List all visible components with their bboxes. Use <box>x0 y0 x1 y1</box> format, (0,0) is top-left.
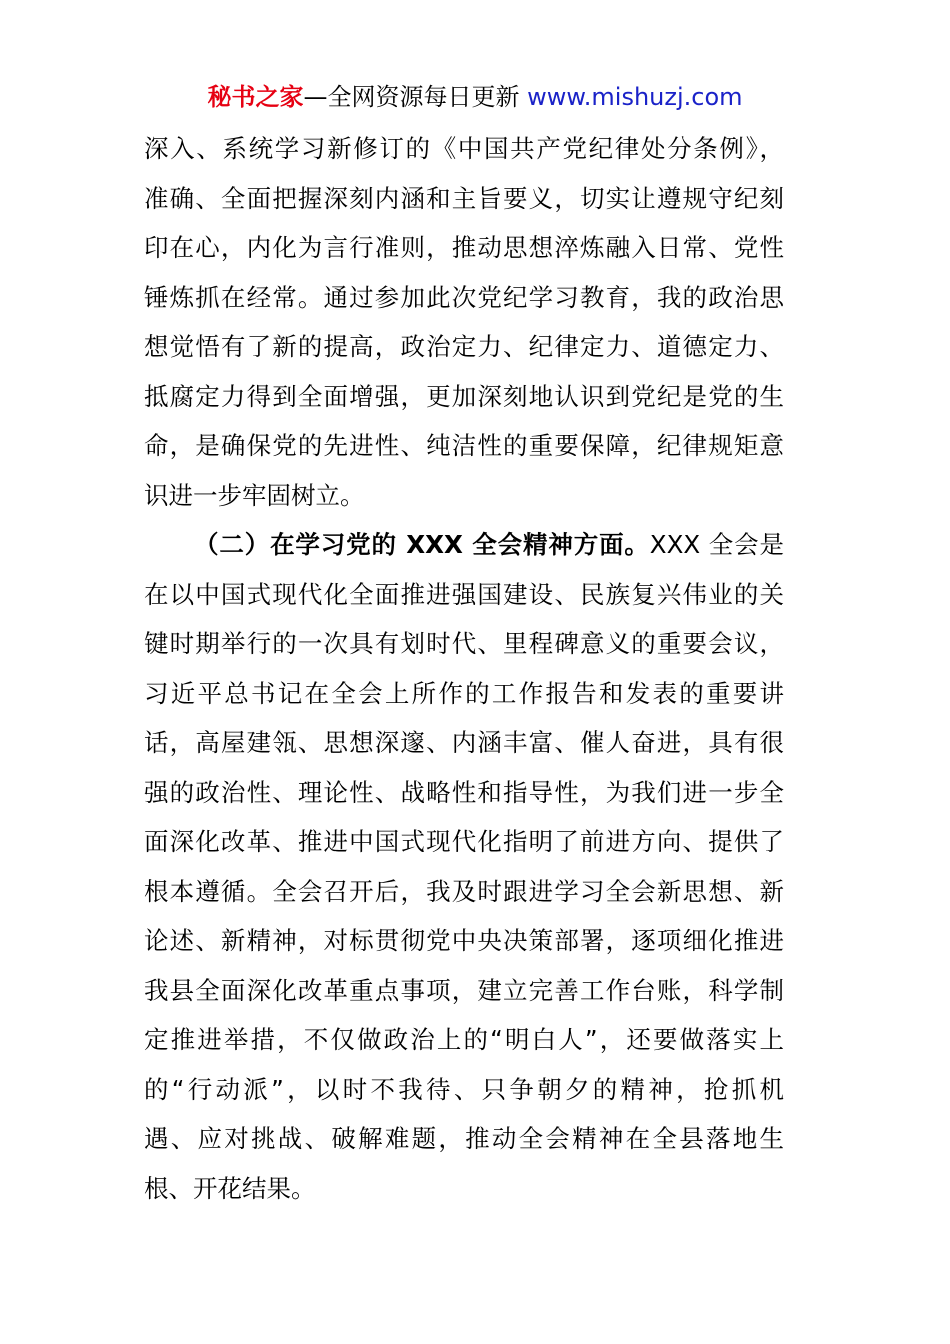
paragraph-line: 识进一步牢固树立。 <box>144 480 365 510</box>
paragraph-line: 论述、新精神，对标贯彻党中央决策部署，逐项细化推进 <box>144 926 784 955</box>
page-header <box>0 80 950 114</box>
paragraph-line: 抵腐定力得到全面增强，更加深刻地认识到党纪是党的生 <box>144 381 784 411</box>
section-heading: （二）在学习党的 XXX 全会精神方面。 <box>194 530 650 559</box>
paragraph-line: 强的政治性、理论性、战略性和指导性，为我们进一步全 <box>144 777 784 807</box>
paragraph-line: 准确、全面把握深刻内涵和主旨要义，切实让遵规守纪刻 <box>144 183 784 213</box>
heading-line-rest: XXX 全会是 <box>649 530 785 559</box>
section-heading-line <box>144 520 784 570</box>
document-body <box>144 124 784 1213</box>
paragraph-line: 我县全面深化改革重点事项，建立完善工作台账，科学制 <box>144 975 784 1005</box>
paragraph-line: 遇、应对挑战、破解难题，推动全会精神在全县落地生 <box>144 1124 784 1153</box>
paragraph-line: 习近平总书记在全会上所作的工作报告和发表的重要讲 <box>144 678 784 708</box>
paragraph-line: 根、开花结果。 <box>144 1173 316 1203</box>
paragraph-line: 的“行动派”，以时不我待、只争朝夕的精神，抢抓机 <box>144 1074 784 1104</box>
paragraph-line: 在以中国式现代化全面推进强国建设、民族复兴伟业的关 <box>144 579 784 609</box>
paragraph-line: 深入、系统学习新修订的《中国共产党纪律处分条例》， <box>144 134 784 163</box>
header-slogan: —全网资源每日更新 <box>303 83 520 111</box>
paragraph-line: 定推进举措，不仅做政治上的“明白人”，还要做落实上 <box>144 1025 784 1054</box>
paragraph-line: 话，高屋建瓴、思想深邃、内涵丰富、催人奋进，具有很 <box>144 728 784 757</box>
paragraph-line: 根本遵循。全会召开后，我及时跟进学习全会新思想、新 <box>144 876 784 906</box>
paragraph-2 <box>144 520 784 1213</box>
paragraph-1 <box>144 124 784 520</box>
paragraph-line: 锤炼抓在经常。通过参加此次党纪学习教育，我的政治思 <box>144 282 784 312</box>
paragraph-line: 面深化改革、推进中国式现代化指明了前进方向、提供了 <box>144 827 784 856</box>
paragraph-line: 键时期举行的一次具有划时代、里程碑意义的重要会议， <box>144 629 784 658</box>
site-url-link[interactable]: www.mishuzj.com <box>527 83 743 111</box>
brand-name: 秘书之家 <box>207 83 304 111</box>
paragraph-line: 想觉悟有了新的提高，政治定力、纪律定力、道德定力、 <box>144 332 784 361</box>
paragraph-line: 命，是确保党的先进性、纯洁性的重要保障，纪律规矩意 <box>144 431 784 460</box>
paragraph-line: 印在心，内化为言行准则，推动思想淬炼融入日常、党性 <box>144 233 784 262</box>
